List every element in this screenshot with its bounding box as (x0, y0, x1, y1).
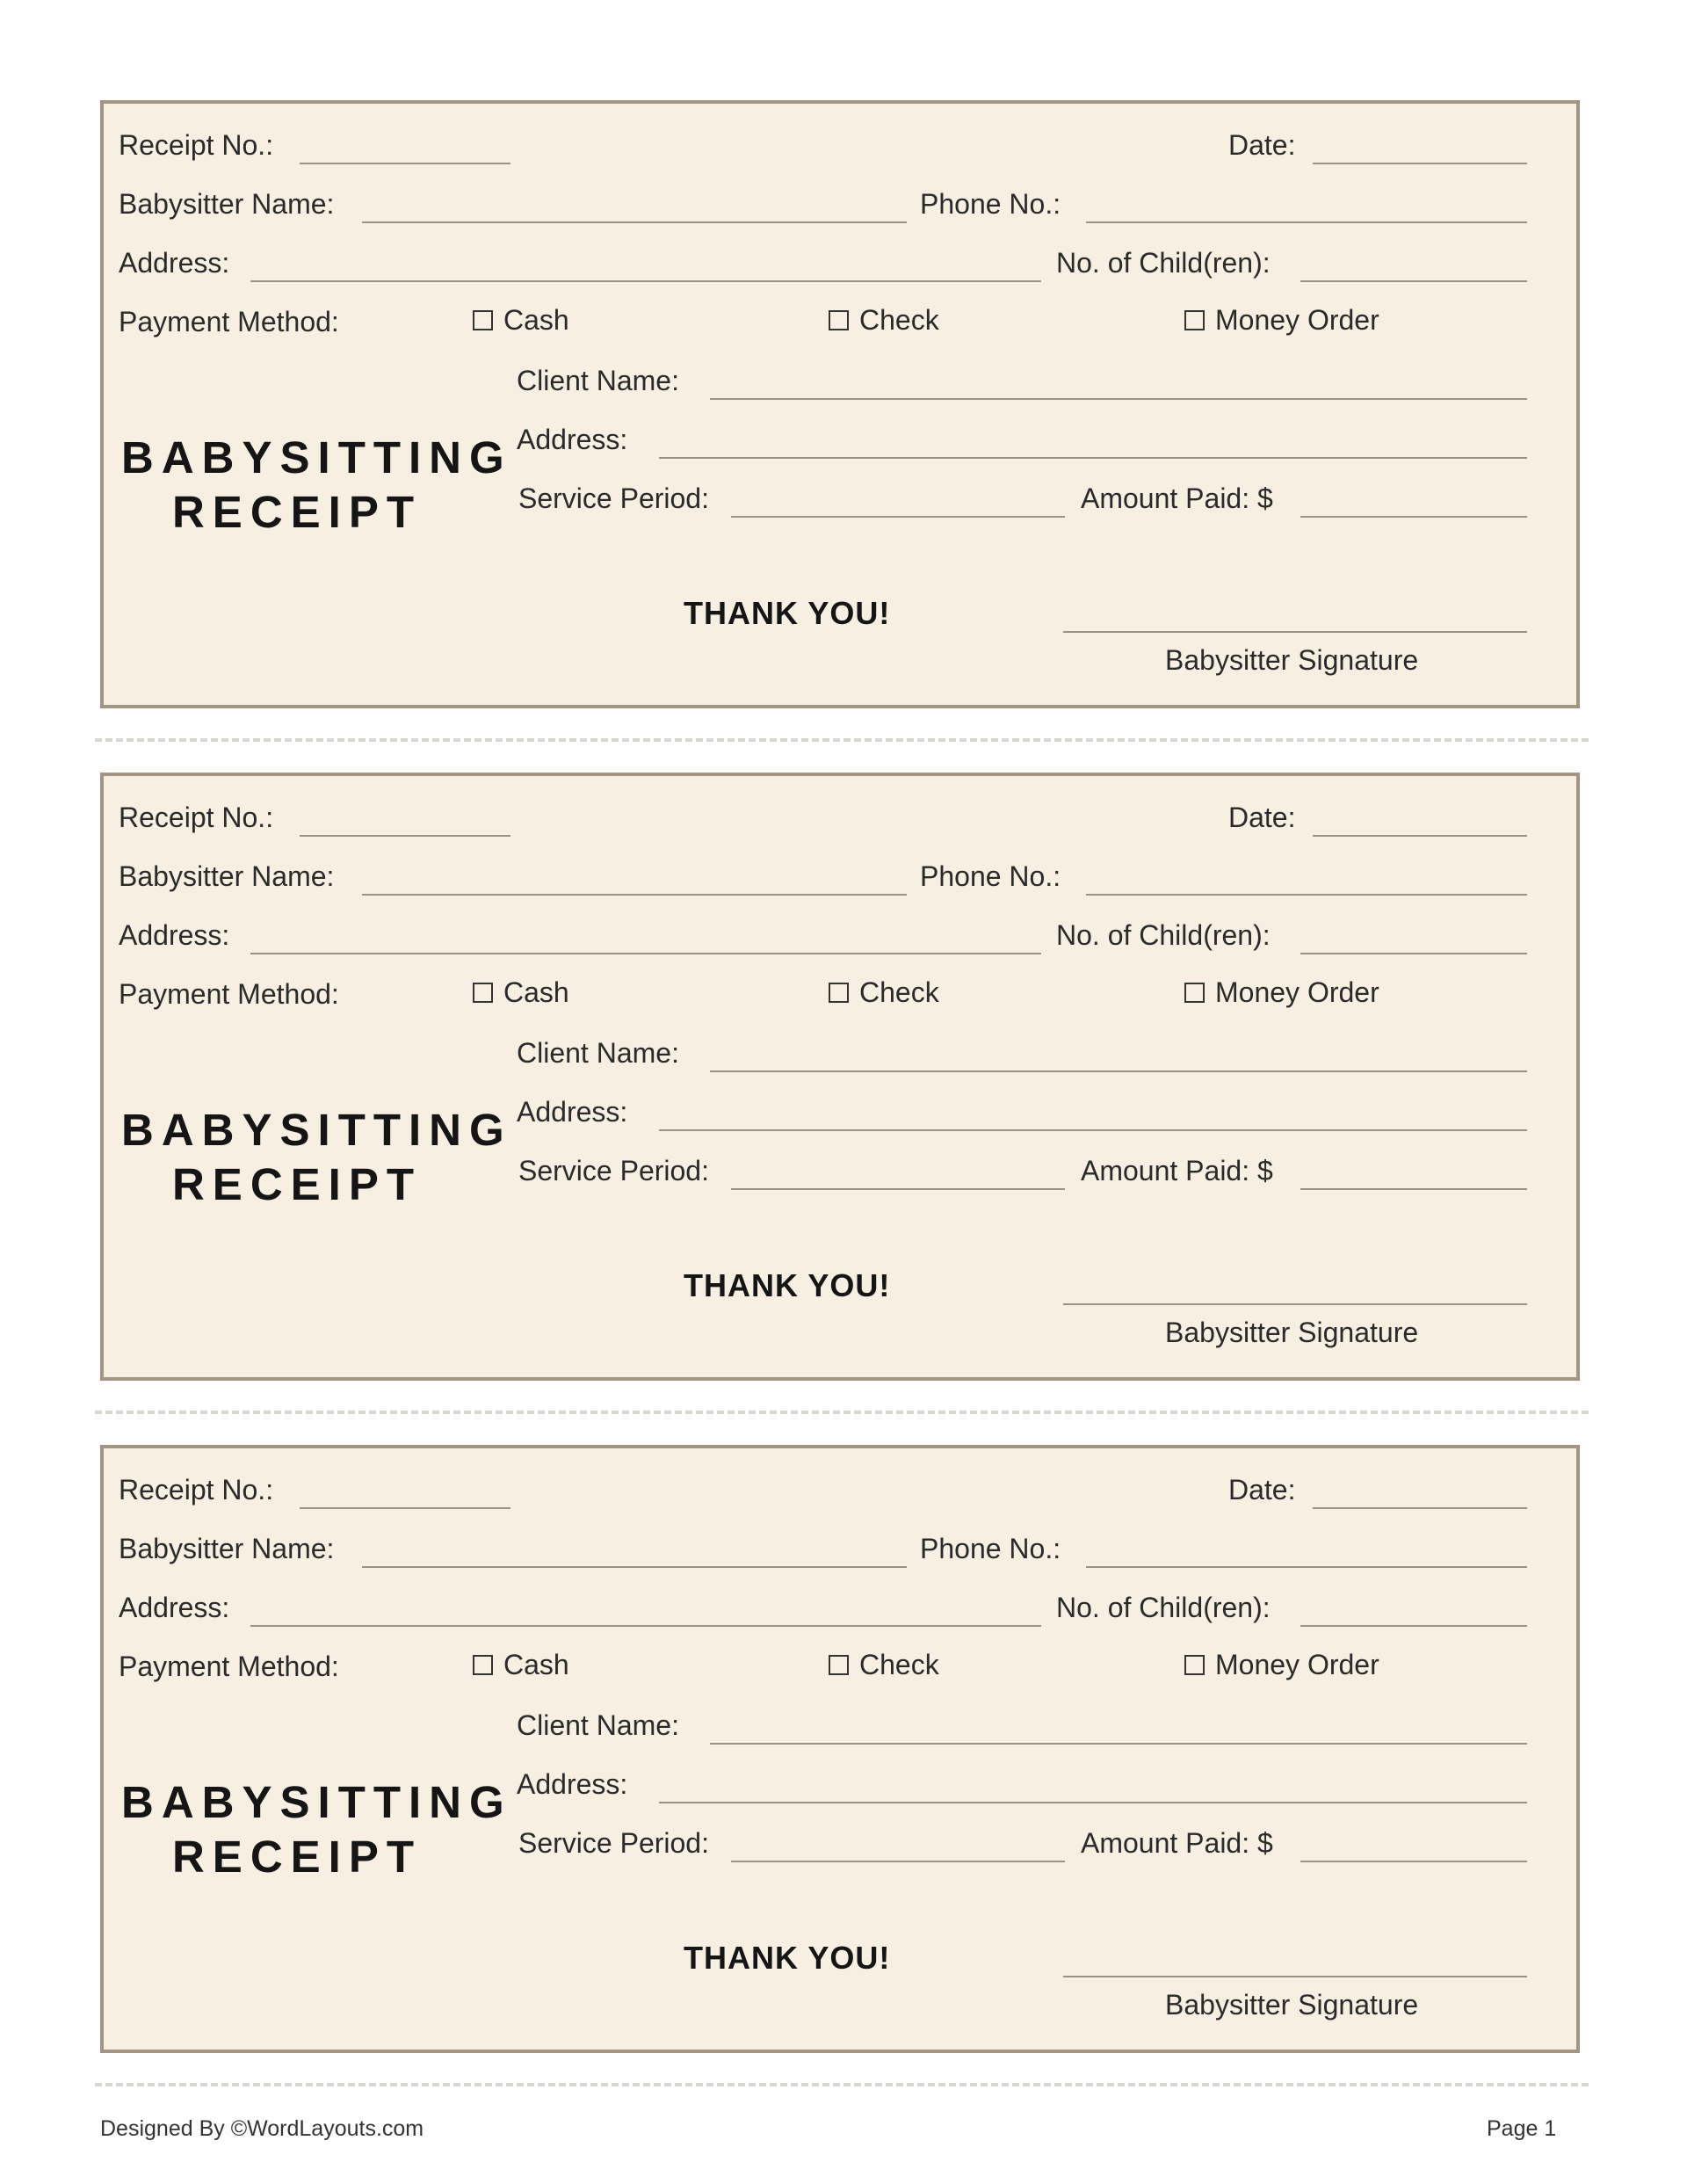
checkbox-icon[interactable] (1184, 983, 1205, 1003)
receipt-card-2 (100, 773, 1580, 1381)
service-period-field[interactable] (731, 1861, 1065, 1862)
thank-you-text: THANK YOU! (684, 595, 891, 631)
payment-option-money-order[interactable] (1184, 302, 1379, 337)
children-field[interactable] (1300, 280, 1527, 282)
payment-option-label: Cash (503, 976, 569, 1008)
checkbox-icon[interactable] (473, 310, 493, 330)
payment-option-money-order[interactable] (1184, 1647, 1379, 1682)
address-label: Address: (119, 247, 230, 279)
cut-line-1 (95, 738, 1589, 742)
payment-method-label: Payment Method: (119, 306, 339, 337)
children-label: No. of Child(ren): (1056, 247, 1271, 279)
receipt-title (121, 1775, 512, 1884)
payment-option-label: Check (859, 976, 939, 1008)
receipt-no-field[interactable] (300, 163, 510, 164)
signature-label: Babysitter Signature (1165, 1989, 1419, 2021)
date-label: Date: (1228, 1474, 1296, 1506)
receipt-no-field[interactable] (300, 835, 510, 837)
payment-option-cash[interactable] (473, 1647, 569, 1682)
phone-label: Phone No.: (920, 860, 1061, 892)
receipt-card-3 (100, 1445, 1580, 2053)
date-field[interactable] (1313, 1507, 1527, 1509)
date-field[interactable] (1313, 835, 1527, 837)
signature-field[interactable] (1063, 1303, 1527, 1305)
payment-option-label: Money Order (1215, 976, 1379, 1008)
phone-field[interactable] (1086, 1566, 1527, 1568)
receipt-no-field[interactable] (300, 1507, 510, 1509)
footer-page-number: Page 1 (1487, 2116, 1557, 2141)
babysitter-name-label: Babysitter Name: (119, 188, 335, 220)
service-period-label: Service Period: (518, 1155, 709, 1186)
children-field[interactable] (1300, 1625, 1527, 1627)
babysitter-name-label: Babysitter Name: (119, 860, 335, 892)
payment-option-label: Check (859, 304, 939, 336)
signature-field[interactable] (1063, 631, 1527, 633)
thank-you-text: THANK YOU! (684, 1940, 891, 1976)
payment-option-cash[interactable] (473, 975, 569, 1010)
client-name-label: Client Name: (517, 1037, 679, 1069)
phone-label: Phone No.: (920, 188, 1061, 220)
signature-label: Babysitter Signature (1165, 644, 1419, 676)
date-field[interactable] (1313, 163, 1527, 164)
checkbox-icon[interactable] (1184, 310, 1205, 330)
address-field[interactable] (250, 280, 1041, 282)
checkbox-icon[interactable] (829, 310, 849, 330)
amount-paid-field[interactable] (1300, 1188, 1527, 1190)
payment-method-label: Payment Method: (119, 978, 339, 1010)
receipt-no-label: Receipt No.: (119, 1474, 274, 1506)
receipt-title-line2: RECEIPT (171, 1832, 423, 1882)
client-name-field[interactable] (710, 398, 1527, 400)
service-period-field[interactable] (731, 516, 1065, 518)
cut-line-2 (95, 1411, 1589, 1414)
address-field[interactable] (250, 1625, 1041, 1627)
checkbox-icon[interactable] (473, 1655, 493, 1675)
cut-line-3 (95, 2083, 1589, 2086)
payment-option-check[interactable] (829, 975, 939, 1010)
date-label: Date: (1228, 802, 1296, 833)
checkbox-icon[interactable] (1184, 1655, 1205, 1675)
footer-credit: Designed By ©WordLayouts.com (100, 2116, 424, 2141)
receipt-title-line1: BABYSITTING (121, 1777, 512, 1827)
payment-option-check[interactable] (829, 302, 939, 337)
signature-field[interactable] (1063, 1976, 1527, 1977)
service-period-label: Service Period: (518, 1827, 709, 1859)
payment-option-cash[interactable] (473, 302, 569, 337)
payment-option-label: Money Order (1215, 304, 1379, 336)
payment-option-money-order[interactable] (1184, 975, 1379, 1010)
client-name-field[interactable] (710, 1743, 1527, 1745)
client-address-label: Address: (517, 1096, 628, 1128)
babysitter-name-label: Babysitter Name: (119, 1533, 335, 1564)
phone-field[interactable] (1086, 221, 1527, 223)
amount-paid-field[interactable] (1300, 516, 1527, 518)
signature-label: Babysitter Signature (1165, 1317, 1419, 1348)
amount-paid-label: Amount Paid: $ (1081, 1827, 1273, 1859)
receipt-title-line1: BABYSITTING (121, 432, 512, 483)
payment-option-check[interactable] (829, 1647, 939, 1682)
client-address-field[interactable] (659, 457, 1527, 459)
amount-paid-label: Amount Paid: $ (1081, 483, 1273, 514)
address-field[interactable] (250, 953, 1041, 954)
phone-field[interactable] (1086, 894, 1527, 896)
children-label: No. of Child(ren): (1056, 1592, 1271, 1623)
payment-option-label: Money Order (1215, 1649, 1379, 1680)
amount-paid-field[interactable] (1300, 1861, 1527, 1862)
client-address-field[interactable] (659, 1802, 1527, 1803)
receipt-title (121, 431, 512, 540)
checkbox-icon[interactable] (829, 983, 849, 1003)
children-field[interactable] (1300, 953, 1527, 954)
payment-option-label: Cash (503, 304, 569, 336)
checkbox-icon[interactable] (829, 1655, 849, 1675)
receipt-card-1 (100, 100, 1580, 708)
babysitter-name-field[interactable] (362, 1566, 907, 1568)
service-period-field[interactable] (731, 1188, 1065, 1190)
receipt-title-line2: RECEIPT (171, 487, 423, 537)
client-address-label: Address: (517, 1768, 628, 1800)
client-address-field[interactable] (659, 1129, 1527, 1131)
service-period-label: Service Period: (518, 483, 709, 514)
thank-you-text: THANK YOU! (684, 1267, 891, 1303)
receipt-no-label: Receipt No.: (119, 802, 274, 833)
children-label: No. of Child(ren): (1056, 919, 1271, 951)
address-label: Address: (119, 919, 230, 951)
phone-label: Phone No.: (920, 1533, 1061, 1564)
receipt-no-label: Receipt No.: (119, 129, 274, 161)
payment-method-label: Payment Method: (119, 1651, 339, 1682)
client-name-label: Client Name: (517, 1709, 679, 1741)
payment-option-label: Cash (503, 1649, 569, 1680)
amount-paid-label: Amount Paid: $ (1081, 1155, 1273, 1186)
client-address-label: Address: (517, 424, 628, 455)
receipt-title (121, 1103, 512, 1212)
address-label: Address: (119, 1592, 230, 1623)
client-name-label: Client Name: (517, 365, 679, 396)
date-label: Date: (1228, 129, 1296, 161)
checkbox-icon[interactable] (473, 983, 493, 1003)
babysitter-name-field[interactable] (362, 221, 907, 223)
client-name-field[interactable] (710, 1070, 1527, 1072)
payment-option-label: Check (859, 1649, 939, 1680)
receipt-title-line2: RECEIPT (171, 1159, 423, 1209)
receipt-title-line1: BABYSITTING (121, 1105, 512, 1155)
babysitter-name-field[interactable] (362, 894, 907, 896)
